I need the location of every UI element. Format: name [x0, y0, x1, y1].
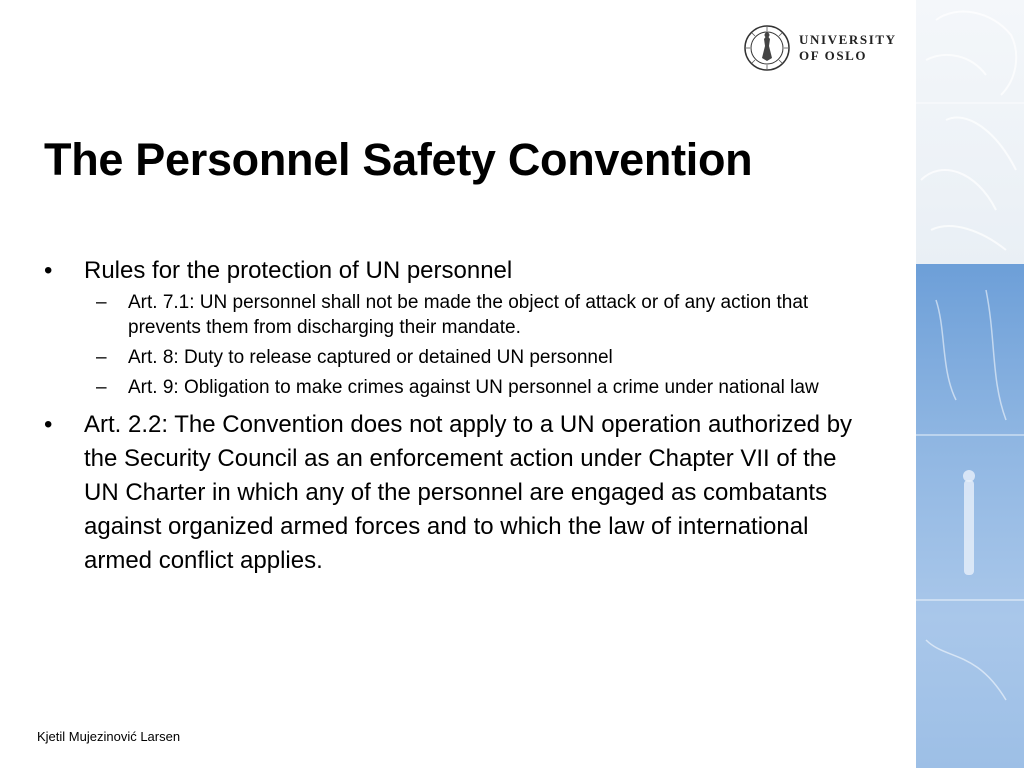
decorative-side-band [916, 0, 1024, 768]
bullet-marker: • [44, 411, 53, 438]
university-seal-icon [743, 24, 791, 72]
bullet-item [44, 254, 864, 288]
bullet-text: Art. 2.2: The Convention does not apply to a UN operation authorized by the Security Council as an enforcement action under Chapter VII of the UN Charter in which any of the personnel are engaged as combatants against organized armed forces and to which the law of international armed conflict applies. [84, 411, 853, 574]
bullet-text: Rules for the protection of UN personnel [84, 257, 513, 284]
sub-bullet-item [44, 345, 864, 370]
dash-marker: – [96, 377, 107, 398]
bullet-marker: • [44, 257, 53, 284]
university-name-line2: OF OSLO [799, 48, 868, 63]
sub-bullet-text: Art. 7.1: UN personnel shall not be made the object of attack or of any action that prevents them from discharging their mandate. [128, 292, 809, 338]
statue-motif-icon [916, 0, 1024, 768]
slide-content [44, 254, 864, 578]
slide-title: The Personnel Safety Convention [44, 134, 753, 185]
footer-author: Kjetil Mujezinović Larsen [37, 729, 181, 744]
dash-marker: – [96, 292, 107, 313]
sub-bullet-text: Art. 9: Obligation to make crimes against UN personnel a crime under national law [128, 377, 819, 398]
dash-marker: – [96, 347, 107, 368]
university-name-line1: UNIVERSITY [799, 32, 897, 47]
sub-bullet-item [44, 290, 864, 340]
sub-bullet-item [44, 375, 864, 400]
sub-bullet-text: Art. 8: Duty to release captured or detained UN personnel [128, 347, 613, 368]
university-name [799, 32, 897, 64]
university-logo [743, 24, 903, 74]
bullet-item [44, 408, 864, 578]
